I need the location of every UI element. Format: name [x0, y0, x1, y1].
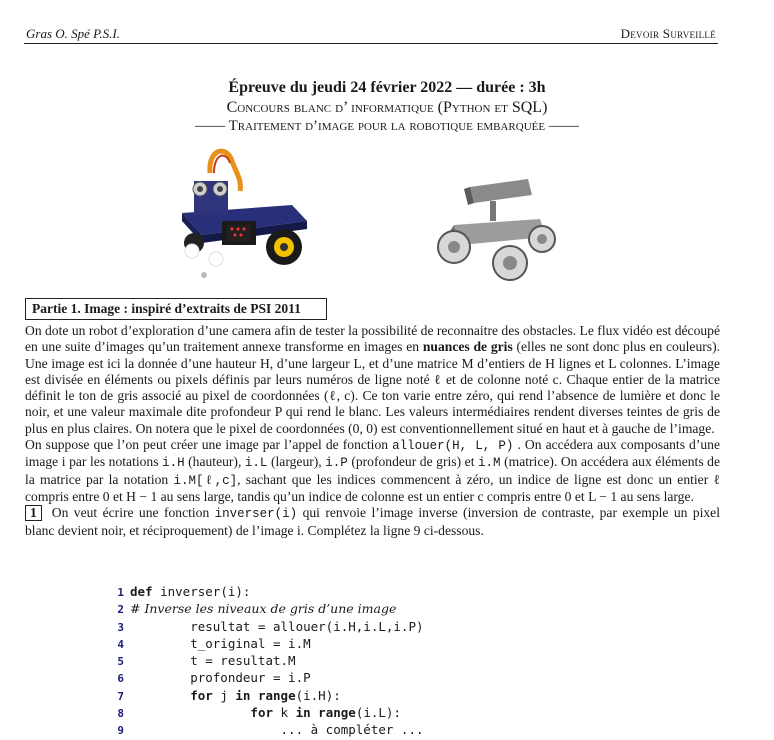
inline-code: i.M[ℓ,c] [173, 473, 238, 488]
code-keyword: for [250, 705, 273, 721]
robot-car-image [172, 143, 312, 283]
text-run: . On accédera aux composants d’une image i par les notations [25, 437, 720, 470]
line-number: 4 [117, 637, 124, 651]
camera-robot-image [430, 175, 560, 285]
inline-code: inverser(i) [214, 507, 298, 522]
question-number: 1 [25, 505, 42, 521]
code-text: (i.L): [355, 705, 401, 721]
code-keyword: in [235, 687, 251, 703]
inline-code: i.H [162, 456, 185, 471]
code-text: ... à compléter ... [130, 722, 424, 738]
question-1 [25, 505, 720, 539]
exam-titles [0, 78, 774, 136]
line-number: 7 [117, 689, 124, 703]
exam-date-title: Épreuve du jeudi 24 février 2022 — durée : 3h [228, 79, 546, 96]
code-line [108, 584, 608, 601]
line-number: 1 [117, 586, 124, 599]
text-run: On suppose que l’on peut créer une image par l’appel de fonction [25, 437, 393, 453]
code-keyword: range [318, 705, 356, 721]
code-comment: # Inverse les niveaux de gris d’une image [130, 601, 397, 617]
line-number: 6 [117, 672, 124, 686]
code-line [108, 722, 608, 739]
line-number: 3 [117, 620, 124, 634]
header-author: Gras O. Spé P.S.I. [26, 26, 121, 41]
text-run: (largeur), [267, 454, 326, 470]
code-keyword: in [295, 705, 311, 721]
code-line [108, 653, 608, 670]
text-run: (hauteur), [184, 454, 245, 470]
code-keyword: def [130, 584, 161, 599]
line-number: 9 [117, 724, 124, 738]
code-text: k [273, 705, 296, 721]
text-run: On dote un robot d’exploration d’une camera afin de tester la possibilité de reconnaitre des obstacles. Le flux vidéo est découpé en une suite d’images qu’un traitement annexe transforme en images en [25, 323, 720, 355]
page-header [24, 26, 718, 44]
line-number: 5 [117, 655, 124, 669]
code-text [250, 688, 258, 703]
code-line [108, 636, 608, 653]
code-keyword: for [190, 687, 213, 703]
inline-code: i.P [325, 456, 348, 471]
code-text: (i.H): [295, 687, 341, 703]
code-text: profondeur = i.P [130, 670, 311, 686]
text-run: qui renvoie l’image inverse (inversion de contraste, par exemple un pixel blanc devient noir, et réciproquement) de l’image i. Complétez la ligne 9 ci-dessous. [25, 505, 720, 538]
code-keyword: range [257, 687, 296, 703]
line-number: 8 [117, 707, 124, 721]
text-run: (profondeur de gris) et [347, 454, 479, 470]
paragraph-notation [25, 437, 720, 505]
code-text: t = resultat.M [130, 653, 296, 669]
header-doc-type: Devoir Surveillé [620, 26, 716, 41]
code-text: resultat = allouer(i.H,i.L,i.P) [130, 618, 424, 634]
code-line [108, 705, 608, 722]
code-listing [108, 584, 608, 740]
code-text: inverser(i): [160, 584, 251, 599]
inline-code: i.M [478, 456, 501, 471]
text-run: On veut écrire une fonction [51, 505, 215, 521]
code-indent [130, 705, 250, 720]
text-run: , sachant que les indices commencent à zéro, un indice de ligne est donc un entier ℓ compris entre 0 et H − 1 au sens large, tandis qu’un indice de colonne est un entier c compris entre 0 et L − 1 au sens large. [25, 471, 720, 504]
code-text: t_original = i.M [130, 635, 311, 651]
exam-theme-title: —— Traitement d’image pour la robotique embarquée —— [195, 118, 579, 134]
code-line [108, 688, 608, 705]
text-run: (elles ne sont donc plus en couleurs). Une image est ici la donnée d’une hauteur H, d’une largeur L, et d’une matrice M d’entiers de H lignes et L colonnes. L’image est divisée en éléments ou pixels définis par leurs numéros de ligne noté ℓ et de colonne noté c. Chaque entier de la matrice définit le ton de gris associé au pixel de coordonnées (ℓ, c). Ce ton varie entre zéro, qui rend l’absence de lumière et donc le noir, et une valeur maximale dite profondeur P qui rend le blanc. Les valeurs intermédiaires rendent diverses teintes de gris de plus en plus claires. On notera que le pixel de coordonnées (0, 0) est conventionnellement situé en haut et à gauche de l’image. [25, 339, 721, 436]
bold-term: nuances de gris [422, 339, 513, 355]
line-number: 2 [117, 603, 124, 617]
code-line [108, 601, 608, 618]
problem-statement [25, 323, 720, 539]
inline-code: i.L [244, 456, 268, 471]
exam-subject-title: Concours blanc d’ informatique (Python et SQL) [226, 99, 548, 116]
paragraph-context [25, 323, 720, 437]
text-run: (matrice). On accédera aux éléments de la matrice par la notation [25, 454, 720, 487]
inline-code: allouer(H, L, P) [392, 439, 514, 454]
code-text: j [212, 687, 236, 703]
code-line [108, 619, 608, 636]
code-line [108, 670, 608, 687]
code-indent [130, 688, 190, 703]
part-1-heading: Partie 1. Image : inspiré d’extraits de PSI 2011 [25, 298, 327, 320]
